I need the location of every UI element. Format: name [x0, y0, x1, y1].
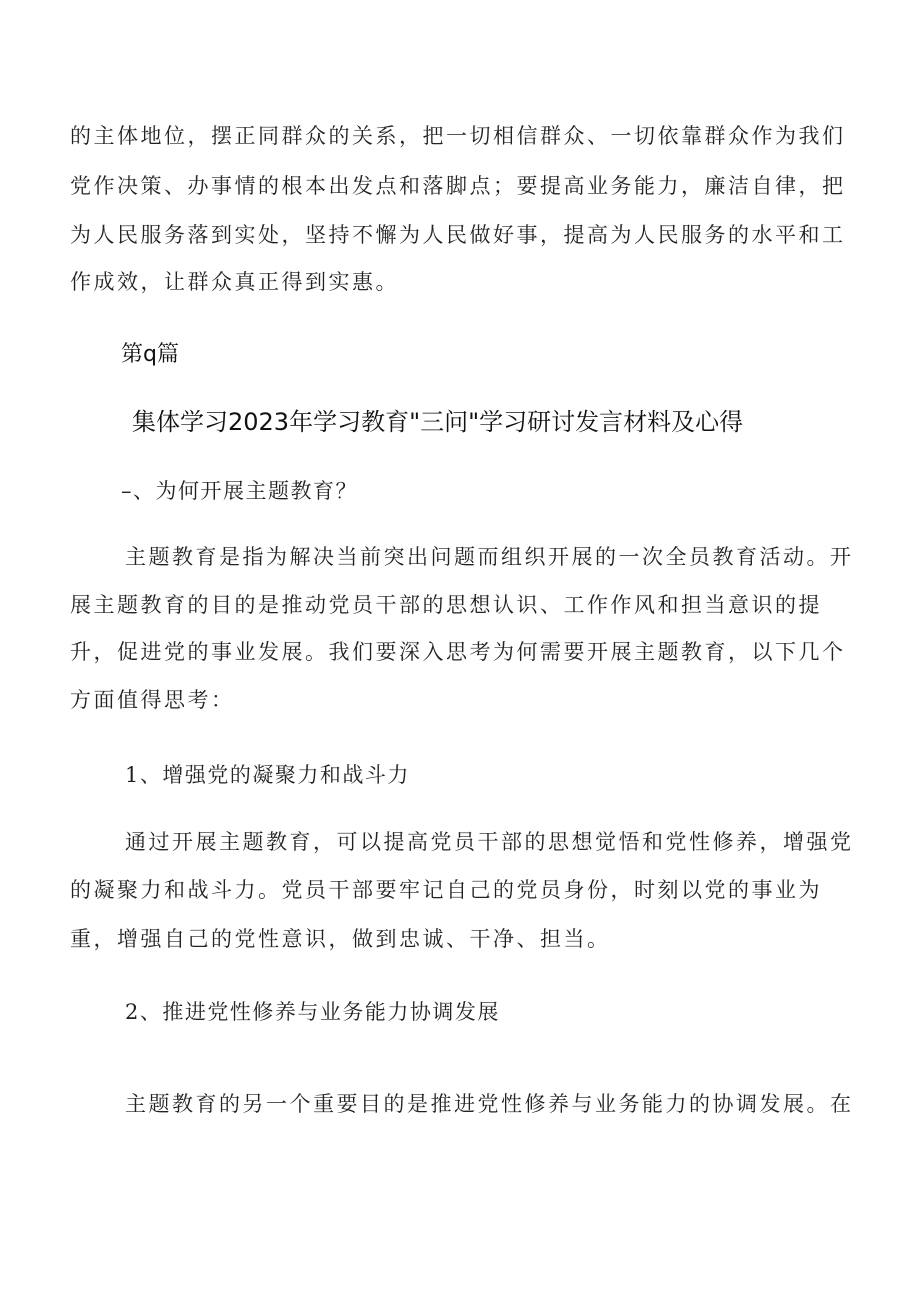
- paragraph-line: 党作决策、办事情的根本出发点和落脚点；要提高业务能力，廉洁自律，把: [70, 174, 846, 198]
- section-label: 第q篇: [121, 342, 179, 367]
- paragraph-line: 的凝聚力和战斗力。党员干部要牢记自己的党员身份，时刻以党的事业为: [70, 878, 822, 902]
- subheading: 1、增强党的凝聚力和战斗力: [125, 763, 410, 787]
- subheading: 2、推进党性修养与业务能力协调发展: [125, 1000, 500, 1024]
- paragraph-line: 的主体地位，摆正同群众的关系，把一切相信群众、一切依靠群众作为我们: [70, 124, 846, 148]
- paragraph-line: 升，促进党的事业发展。我们要深入思考为何需要开展主题教育，以下几个: [70, 640, 846, 664]
- document-title: 集体学习2023年学习教育"三问"学习研讨发言材料及心得: [132, 408, 744, 436]
- paragraph-line: 方面值得思考：: [70, 688, 235, 712]
- paragraph-line: 作成效，让群众真正得到实惠。: [70, 270, 399, 294]
- paragraph-line: 主题教育是指为解决当前突出问题而组织开展的一次全员教育活动。开: [125, 545, 854, 569]
- paragraph-line: 主题教育的另一个重要目的是推进党性修养与业务能力的协调发展。在: [125, 1092, 854, 1116]
- section-heading: –、为何开展主题教育？: [121, 479, 358, 503]
- paragraph-line: 重，增强自己的党性意识，做到忠诚、干净、担当。: [70, 927, 611, 951]
- paragraph-line: 通过开展主题教育，可以提高党员干部的思想觉悟和党性修养，增强党: [125, 830, 854, 854]
- paragraph-line: 为人民服务落到实处，坚持不懈为人民做好事，提高为人民服务的水平和工: [70, 223, 846, 247]
- paragraph-line: 展主题教育的目的是推动党员干部的思想认识、工作作风和担当意识的提: [70, 593, 822, 617]
